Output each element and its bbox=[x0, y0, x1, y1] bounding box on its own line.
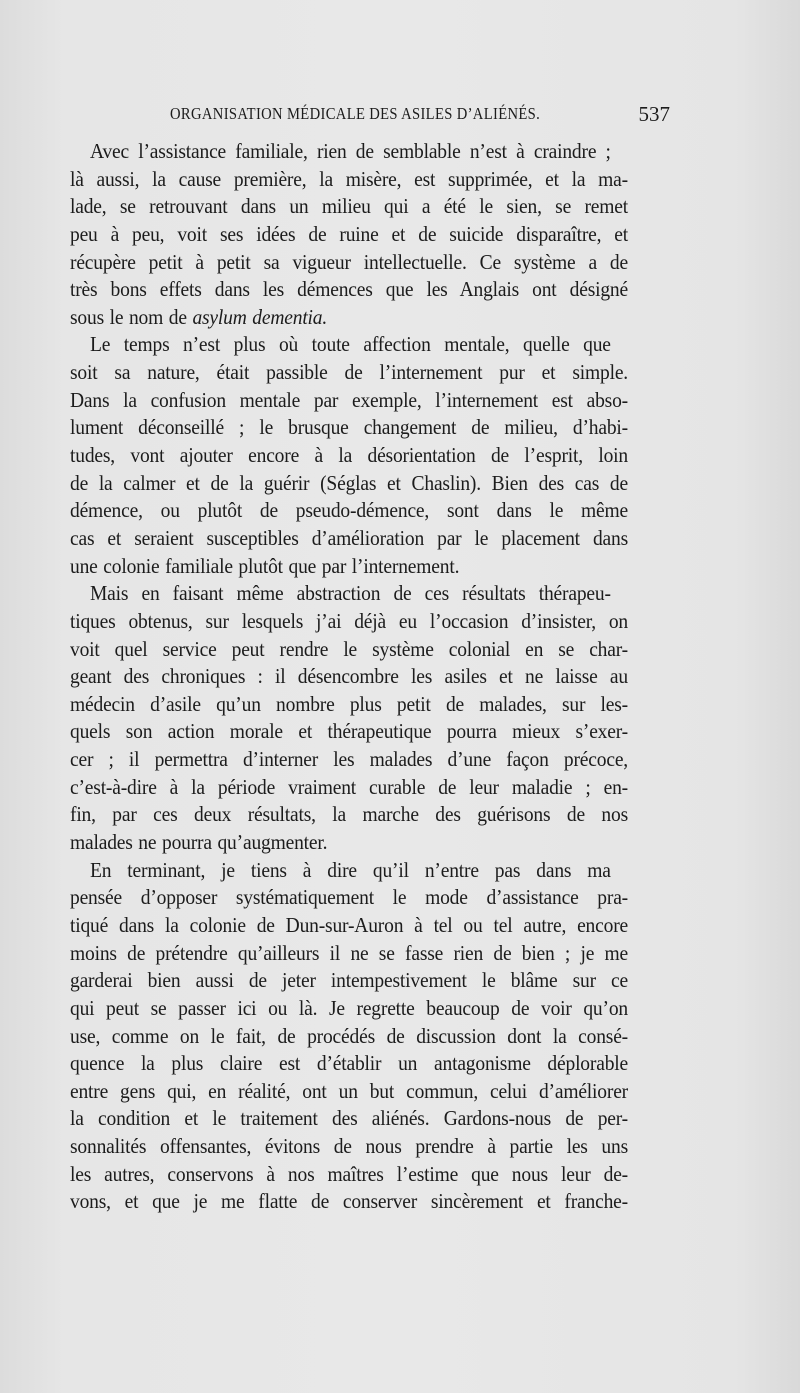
text-line-content bbox=[70, 1105, 628, 1133]
text-line bbox=[70, 995, 670, 1023]
text-line bbox=[70, 387, 670, 415]
text-line bbox=[70, 1161, 670, 1189]
text-line-content bbox=[70, 1188, 628, 1216]
text-line-content bbox=[70, 304, 628, 332]
text-line-content bbox=[70, 691, 628, 719]
text-line-content bbox=[70, 608, 628, 636]
text-line bbox=[70, 774, 670, 802]
text-line bbox=[70, 1078, 670, 1106]
text-line bbox=[70, 414, 670, 442]
text-line bbox=[70, 718, 670, 746]
text-line bbox=[70, 691, 670, 719]
text-run: soit sa nature, était passible de l’internement pur et simple. bbox=[70, 360, 628, 385]
text-line-content bbox=[70, 746, 628, 774]
text-line bbox=[70, 1105, 670, 1133]
text-line-content bbox=[70, 718, 628, 746]
text-run: Mais en faisant même abstraction de ces résultats thérapeu- bbox=[90, 581, 611, 606]
text-line bbox=[70, 331, 670, 359]
text-line bbox=[70, 829, 670, 857]
text-line bbox=[70, 1050, 670, 1078]
text-line-content bbox=[70, 967, 628, 995]
text-run: Le temps n’est plus où toute affection mentale, quelle que bbox=[90, 332, 611, 357]
running-title: ORGANISATION MÉDICALE DES ASILES D’ALIÉNÉS. bbox=[170, 104, 541, 123]
text-line bbox=[70, 636, 670, 664]
text-line bbox=[70, 525, 670, 553]
text-line-content bbox=[70, 829, 628, 857]
text-line-content bbox=[70, 1161, 628, 1189]
text-line-content bbox=[70, 912, 628, 940]
text-line bbox=[70, 608, 670, 636]
text-line bbox=[70, 912, 670, 940]
text-line bbox=[70, 580, 670, 608]
text-run: c’est-à-dire à la période vraiment curable de leur maladie ; en- bbox=[70, 774, 628, 799]
text-line bbox=[70, 884, 670, 912]
text-line-content bbox=[70, 359, 628, 387]
text-run: moins de prétendre qu’ailleurs il ne se fasse rien de bien ; je me bbox=[70, 940, 628, 965]
text-run: lade, se retrouvant dans un milieu qui a été le sien, se remet bbox=[70, 194, 628, 219]
text-line-content bbox=[70, 774, 628, 802]
text-run: médecin d’asile qu’un nombre plus petit de malades, sur les- bbox=[70, 691, 628, 716]
text-line bbox=[70, 857, 670, 885]
text-line bbox=[70, 553, 670, 581]
text-run: vons, et que je me flatte de conserver sincèrement et franche- bbox=[70, 1189, 628, 1214]
text-line bbox=[70, 663, 670, 691]
text-run: malades ne pourra qu’augmenter. bbox=[70, 830, 328, 855]
text-run: la condition et le traitement des aliénés. Gardons-nous de per- bbox=[70, 1106, 628, 1131]
text-line bbox=[70, 1023, 670, 1051]
text-line-content bbox=[70, 221, 628, 249]
text-run: les autres, conservons à nos maîtres l’estime que nous leur de- bbox=[70, 1161, 628, 1186]
text-line-content bbox=[70, 276, 628, 304]
text-run: peu à peu, voit ses idées de ruine et de suicide disparaître, et bbox=[70, 221, 628, 246]
text-run: tiques obtenus, sur lesquels j’ai déjà eu l’occasion d’insister, on bbox=[70, 608, 628, 633]
text-run: de la calmer et de la guérir (Séglas et Chaslin). Bien des cas de bbox=[70, 470, 628, 495]
text-line bbox=[70, 967, 670, 995]
text-line-content bbox=[70, 442, 628, 470]
text-line-content bbox=[70, 663, 628, 691]
text-line-content bbox=[70, 1078, 628, 1106]
text-line-content bbox=[90, 857, 611, 885]
text-run: cas et seraient susceptibles d’amélioration par le placement dans bbox=[70, 525, 628, 550]
text-line-content bbox=[70, 470, 628, 498]
text-line-content bbox=[70, 1050, 628, 1078]
text-line-content bbox=[70, 414, 628, 442]
text-line-content bbox=[70, 801, 628, 829]
text-line-content bbox=[70, 193, 628, 221]
text-line-content bbox=[70, 995, 628, 1023]
text-line-content bbox=[70, 387, 628, 415]
text-line-content bbox=[70, 636, 628, 664]
text-line-content bbox=[70, 249, 628, 277]
text-run: Avec l’assistance familiale, rien de semblable n’est à craindre ; bbox=[90, 139, 611, 163]
text-run: tiqué dans la colonie de Dun-sur-Auron à tel ou tel autre, encore bbox=[70, 912, 628, 937]
text-line-content bbox=[70, 940, 628, 968]
text-run: entre gens qui, en réalité, ont un but commun, celui d’améliorer bbox=[70, 1078, 628, 1103]
text-run: tudes, vont ajouter encore à la désorientation de l’esprit, loin bbox=[70, 443, 628, 468]
text-line-content bbox=[70, 497, 628, 525]
running-head bbox=[70, 104, 670, 132]
text-line-content bbox=[70, 553, 628, 581]
text-line-content bbox=[70, 525, 628, 553]
text-run: fin, par ces deux résultats, la marche des guérisons de nos bbox=[70, 802, 628, 827]
text-run: sous le nom de bbox=[70, 304, 193, 329]
text-run: lument déconseillé ; le brusque changement de milieu, d’habi- bbox=[70, 415, 628, 440]
body-text bbox=[70, 138, 670, 1216]
text-run: récupère petit à petit sa vigueur intellectuelle. Ce système a de bbox=[70, 249, 628, 274]
text-run: là aussi, la cause première, la misère, est supprimée, et la ma- bbox=[70, 166, 628, 191]
text-run: garderai bien aussi de jeter intempestivement le blâme sur ce bbox=[70, 968, 628, 993]
text-line bbox=[70, 940, 670, 968]
text-run: use, comme on le fait, de procédés de discussion dont la consé- bbox=[70, 1023, 628, 1048]
text-line bbox=[70, 249, 670, 277]
text-line bbox=[70, 497, 670, 525]
text-line bbox=[70, 221, 670, 249]
text-run: qui peut se passer ici ou là. Je regrette beaucoup de voir qu’on bbox=[70, 995, 628, 1020]
text-line-content bbox=[90, 138, 611, 166]
text-run: Dans la confusion mentale par exemple, l’internement est abso- bbox=[70, 387, 628, 412]
text-line bbox=[70, 166, 670, 194]
text-run: sonnalités offensantes, évitons de nous prendre à partie les uns bbox=[70, 1134, 628, 1159]
text-run: En terminant, je tiens à dire qu’il n’entre pas dans ma bbox=[90, 857, 611, 882]
text-run: cer ; il permettra d’interner les malades d’une façon précoce, bbox=[70, 747, 628, 772]
text-line bbox=[70, 1133, 670, 1161]
text-line bbox=[70, 801, 670, 829]
text-line bbox=[70, 359, 670, 387]
text-line bbox=[70, 304, 670, 332]
text-line bbox=[70, 442, 670, 470]
text-run: quence la plus claire est d’établir un antagonisme déplorable bbox=[70, 1051, 628, 1076]
text-line bbox=[70, 746, 670, 774]
text-line-content bbox=[90, 580, 611, 608]
text-line-content bbox=[70, 1023, 628, 1051]
text-line-content bbox=[90, 331, 611, 359]
text-line bbox=[70, 193, 670, 221]
text-run: voit quel service peut rendre le système colonial en se char- bbox=[70, 636, 628, 661]
text-line bbox=[70, 138, 670, 166]
text-line bbox=[70, 470, 670, 498]
italic-term: asylum dementia. bbox=[192, 304, 328, 329]
text-line bbox=[70, 276, 670, 304]
text-run: une colonie familiale plutôt que par l’internement. bbox=[70, 553, 460, 578]
text-line-content bbox=[70, 166, 628, 194]
text-line-content bbox=[70, 884, 628, 912]
text-line-content bbox=[70, 1133, 628, 1161]
text-run: démence, ou plutôt de pseudo-démence, sont dans le même bbox=[70, 498, 628, 523]
text-run: quels son action morale et thérapeutique pourra mieux s’exer- bbox=[70, 719, 628, 744]
text-run: très bons effets dans les démences que les Anglais ont désigné bbox=[70, 277, 628, 302]
page-number: 537 bbox=[638, 102, 670, 126]
text-run: geant des chroniques : il désencombre les asiles et ne laisse au bbox=[70, 664, 628, 689]
text-line bbox=[70, 1188, 670, 1216]
text-run: pensée d’opposer systématiquement le mode d’assistance pra- bbox=[70, 885, 628, 910]
